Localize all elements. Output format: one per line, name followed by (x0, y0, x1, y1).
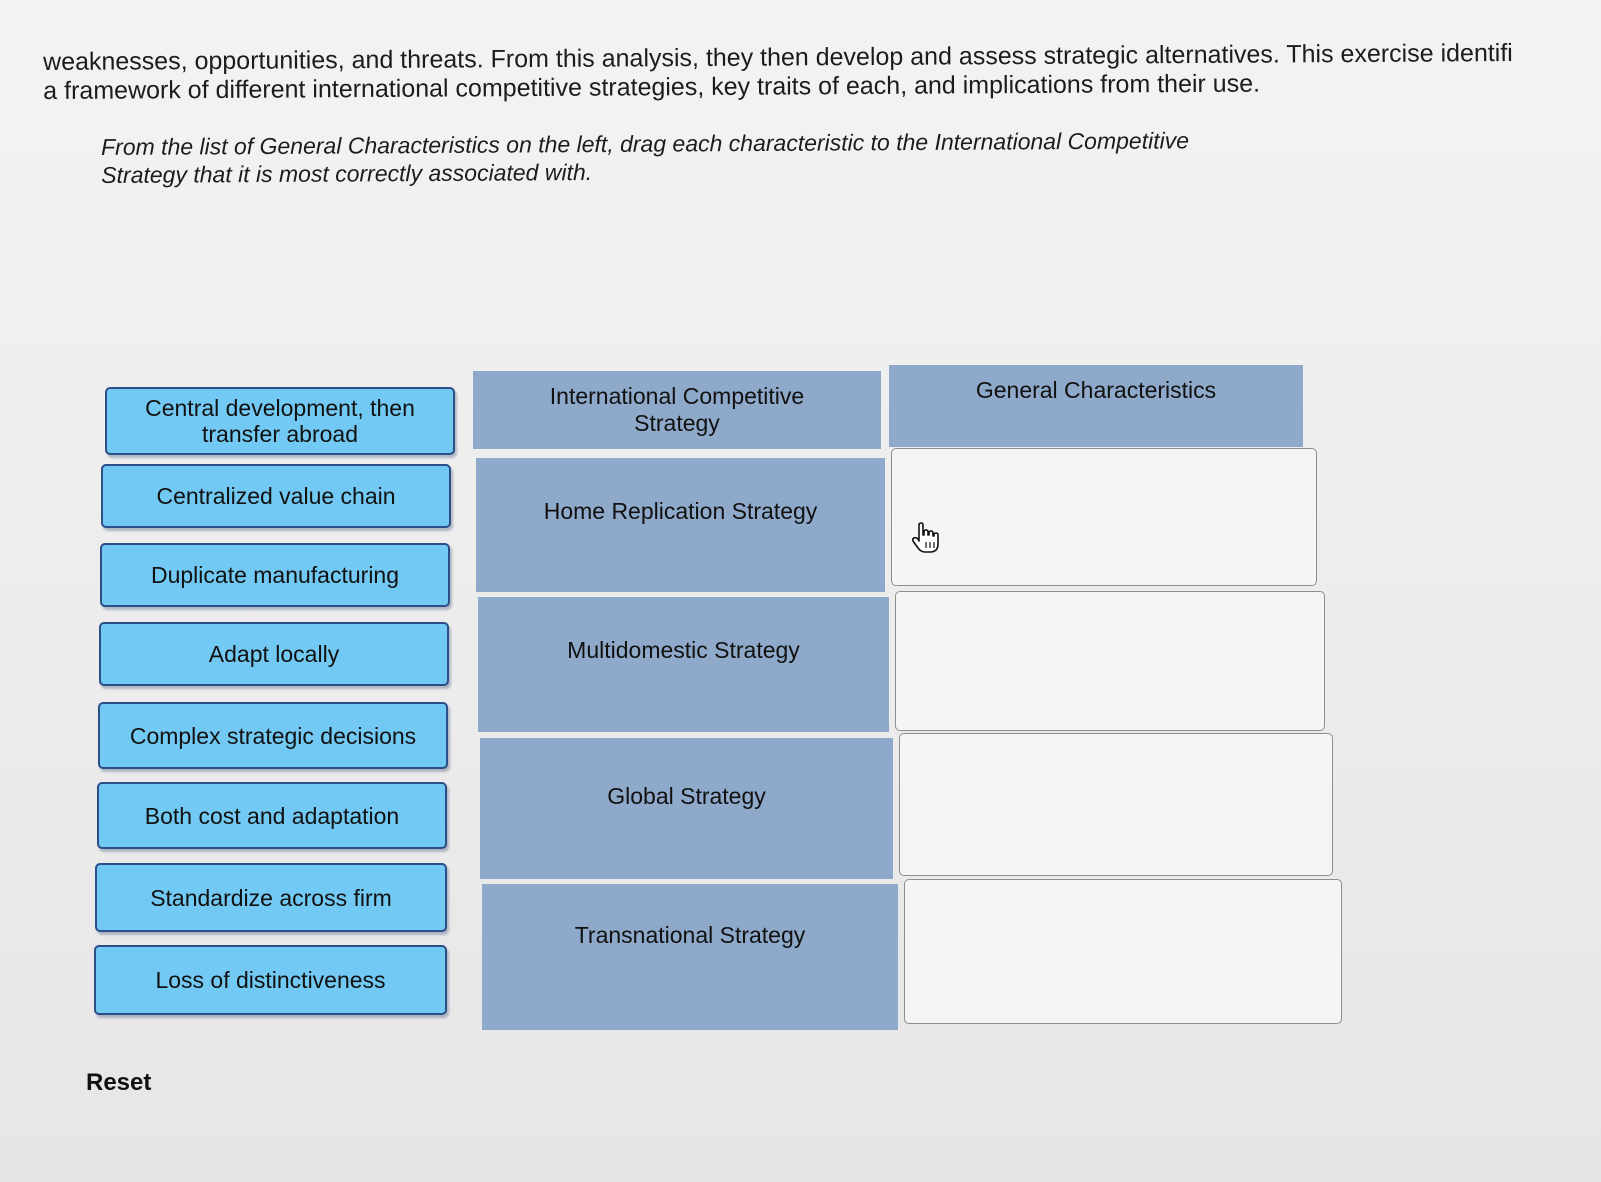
card-label: Standardize across firm (150, 884, 392, 911)
strategy-cell-home-replication (476, 458, 885, 592)
strategy-cell-global (480, 738, 893, 879)
hand-pointer-icon (910, 522, 940, 554)
intro-line-1: weaknesses, opportunities, and threats. From this analysis, they then develop and assess strategic alternatives. This exercise identifi (43, 39, 1513, 76)
instruction-line-2: Strategy that it is most correctly associated with. (101, 159, 593, 188)
drop-zone-global[interactable] (899, 733, 1333, 876)
drop-zone-multidomestic[interactable] (895, 591, 1325, 731)
characteristic-card[interactable] (98, 702, 448, 769)
strategy-label: Multidomestic Strategy (567, 637, 800, 663)
card-label: Both cost and adaptation (144, 802, 400, 829)
intro-paragraph (43, 38, 1601, 106)
strategy-label: Global Strategy (607, 783, 766, 809)
card-label-line-1: Central development, then (145, 395, 415, 421)
header-strategy-line-1: International Competitive (549, 383, 805, 409)
drop-zone-transnational[interactable] (904, 879, 1342, 1024)
characteristic-card[interactable] (99, 622, 449, 686)
characteristic-card[interactable] (97, 782, 447, 849)
characteristic-card[interactable] (101, 464, 451, 528)
strategy-cell-transnational (482, 884, 898, 1030)
intro-line-2: a framework of different international competitive strategies, key traits of each, and implications from their use. (43, 69, 1261, 105)
strategy-label: Home Replication Strategy (543, 498, 818, 524)
instruction-text (101, 126, 1301, 189)
strategy-cell-multidomestic (478, 597, 889, 732)
header-strategy-line-2: Strategy (634, 410, 720, 436)
reset-button[interactable]: Reset (86, 1069, 152, 1096)
card-label: Adapt locally (208, 641, 340, 667)
card-label: Duplicate manufacturing (150, 562, 400, 588)
strategy-label: Transnational Strategy (574, 922, 806, 948)
header-strategy (473, 371, 881, 449)
card-label: Complex strategic decisions (129, 722, 417, 749)
characteristic-card[interactable] (94, 945, 447, 1015)
header-characteristics (889, 365, 1303, 447)
characteristic-card[interactable] (95, 863, 447, 932)
card-label: Loss of distinctiveness (155, 967, 386, 993)
card-label-line-2: transfer abroad (202, 421, 358, 447)
characteristic-card[interactable] (105, 387, 455, 455)
card-label: Centralized value chain (156, 483, 396, 509)
drop-zone-home-replication[interactable] (891, 448, 1317, 586)
header-characteristics-label: General Characteristics (975, 377, 1217, 403)
instruction-line-1: From the list of General Characteristics on the left, drag each characteristic to the International Competitive (101, 127, 1190, 160)
characteristic-card[interactable] (100, 543, 450, 607)
